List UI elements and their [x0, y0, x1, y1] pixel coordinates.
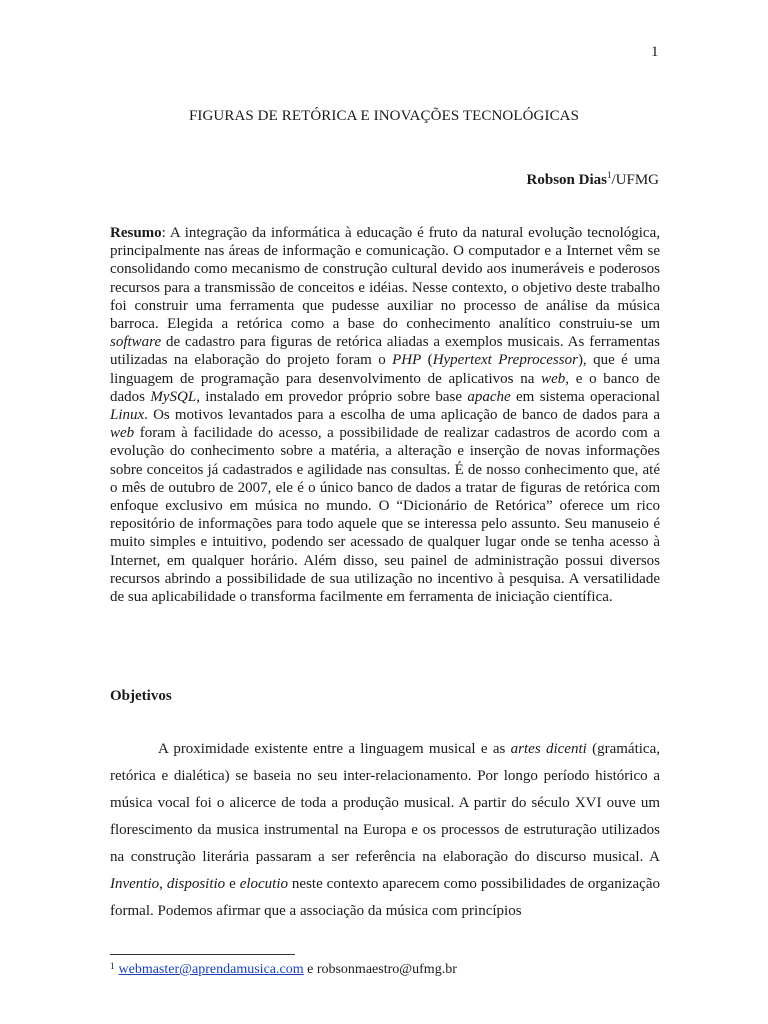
abstract-label: Resumo: [110, 225, 162, 241]
text-run: e: [225, 876, 240, 892]
author-line: [527, 170, 659, 189]
text-run: : A integração da informática à educação é fruto da natural evolução tecnológica, principalmente nas áreas de informação e comunicação. O computador e a Internet vêm se consolidando como mecanismo de construção cultural devido aos inumeráveis e poderosos recursos para a transmissão de conceitos e idéias. Nesse contexto, o objetivo deste trabalho foi construir uma ferramenta que pudesse auxiliar no processo de análise da música barroca. Elegida a retórica como a base do conhecimento analítico construiu-se um: [110, 225, 660, 333]
text-run: . Os motivos levantados para a escolha de uma aplicação de banco de dados para a: [144, 407, 660, 424]
italic-term: web: [110, 425, 135, 442]
objetivos-paragraph: [110, 736, 660, 925]
document-title: FIGURAS DE RETÓRICA E INOVAÇÕES TECNOLÓGICAS: [188, 108, 580, 124]
text-run: em sistema operacional: [510, 388, 661, 405]
italic-term: MySQL: [150, 388, 197, 405]
section-heading-objetivos: Objetivos: [110, 688, 172, 704]
italic-term: web: [541, 370, 566, 387]
footnote-marker: 1: [110, 961, 115, 971]
author-name: Robson Dias: [526, 172, 607, 188]
italic-term: Inventio: [110, 876, 160, 892]
text-run: , instalado em provedor próprio sobre base: [196, 388, 468, 405]
text-run: neste contexto aparecem como possibilidades de organização formal. Podemos afirmar que a associação da música com princípios: [110, 876, 660, 919]
footnote: [110, 961, 457, 978]
italic-term: Linux: [110, 407, 145, 424]
text-run: (: [421, 352, 433, 369]
page-number: 1: [651, 44, 659, 60]
italic-term: PHP: [392, 352, 422, 369]
italic-term: software: [110, 334, 162, 351]
abstract-paragraph: [110, 224, 660, 606]
italic-term: elocutio: [239, 876, 289, 892]
text-run: A proximidade existente entre a linguagem musical e as: [158, 741, 511, 757]
footnote-text: e robsonmaestro@ufmg.br: [303, 962, 457, 977]
footnote-email-link[interactable]: webmaster@aprendamusica.com: [118, 962, 304, 977]
text-run: foram à facilidade do acesso, a possibilidade de realizar cadastros de acordo com a evolução do conhecimento sobre a matéria, a alteração e inserção de novas informações sobre conceitos já cadastrados e agilidade nas consultas. É de nosso conhecimento que, até o mês de outubro de 2007, ele é o único banco de dados a tratar de figuras de retórica com enfoque exclusivo em música no mundo. O “Dicionário de Retórica” oferece um rico repositório de informações para todo aquele que se interessa pelo assunto. Seu manuseio é muito simples e intuitivo, podendo ser acessado de qualquer lugar onde se tenha acesso à Internet, em qualquer horário. Além disso, seu painel de administração possui diversos recursos abrindo a possibilidade de sua utilização no incentivo à pesquisa. A versatilidade de sua aplicabilidade o transforma facilmente em ferramenta de iniciação científica.: [110, 425, 660, 606]
text-run: ), que é uma linguagem de programação para desenvolvimento de aplicativos na: [110, 352, 660, 387]
italic-term: dispositio: [166, 876, 226, 892]
text-run: (gramática, retórica e dialética) se baseia no seu inter-relacionamento. Por longo período histórico a música vocal foi o alicerce de toda a produção musical. A partir do século XVI ouve um florescimento da musica instrumental na Europa e os processos de estruturação utilizados na construção literária passaram a ser referência na elaboração do discurso musical. A: [110, 741, 660, 865]
text-run: , e o banco de dados: [110, 370, 660, 405]
italic-term: apache: [467, 388, 511, 405]
italic-term: artes dicenti: [510, 741, 587, 757]
footnote-divider: [110, 954, 295, 955]
author-affiliation: /UFMG: [611, 172, 659, 188]
text-run: ,: [159, 876, 167, 892]
italic-term: Hypertext Preprocessor: [432, 352, 578, 369]
author-footnote-marker: 1: [606, 170, 612, 180]
abstract-body: [110, 225, 660, 605]
text-run: de cadastro para figuras de retórica aliadas a exemplos musicais. As ferramentas utilizadas na elaboração do projeto foram o: [110, 334, 660, 369]
